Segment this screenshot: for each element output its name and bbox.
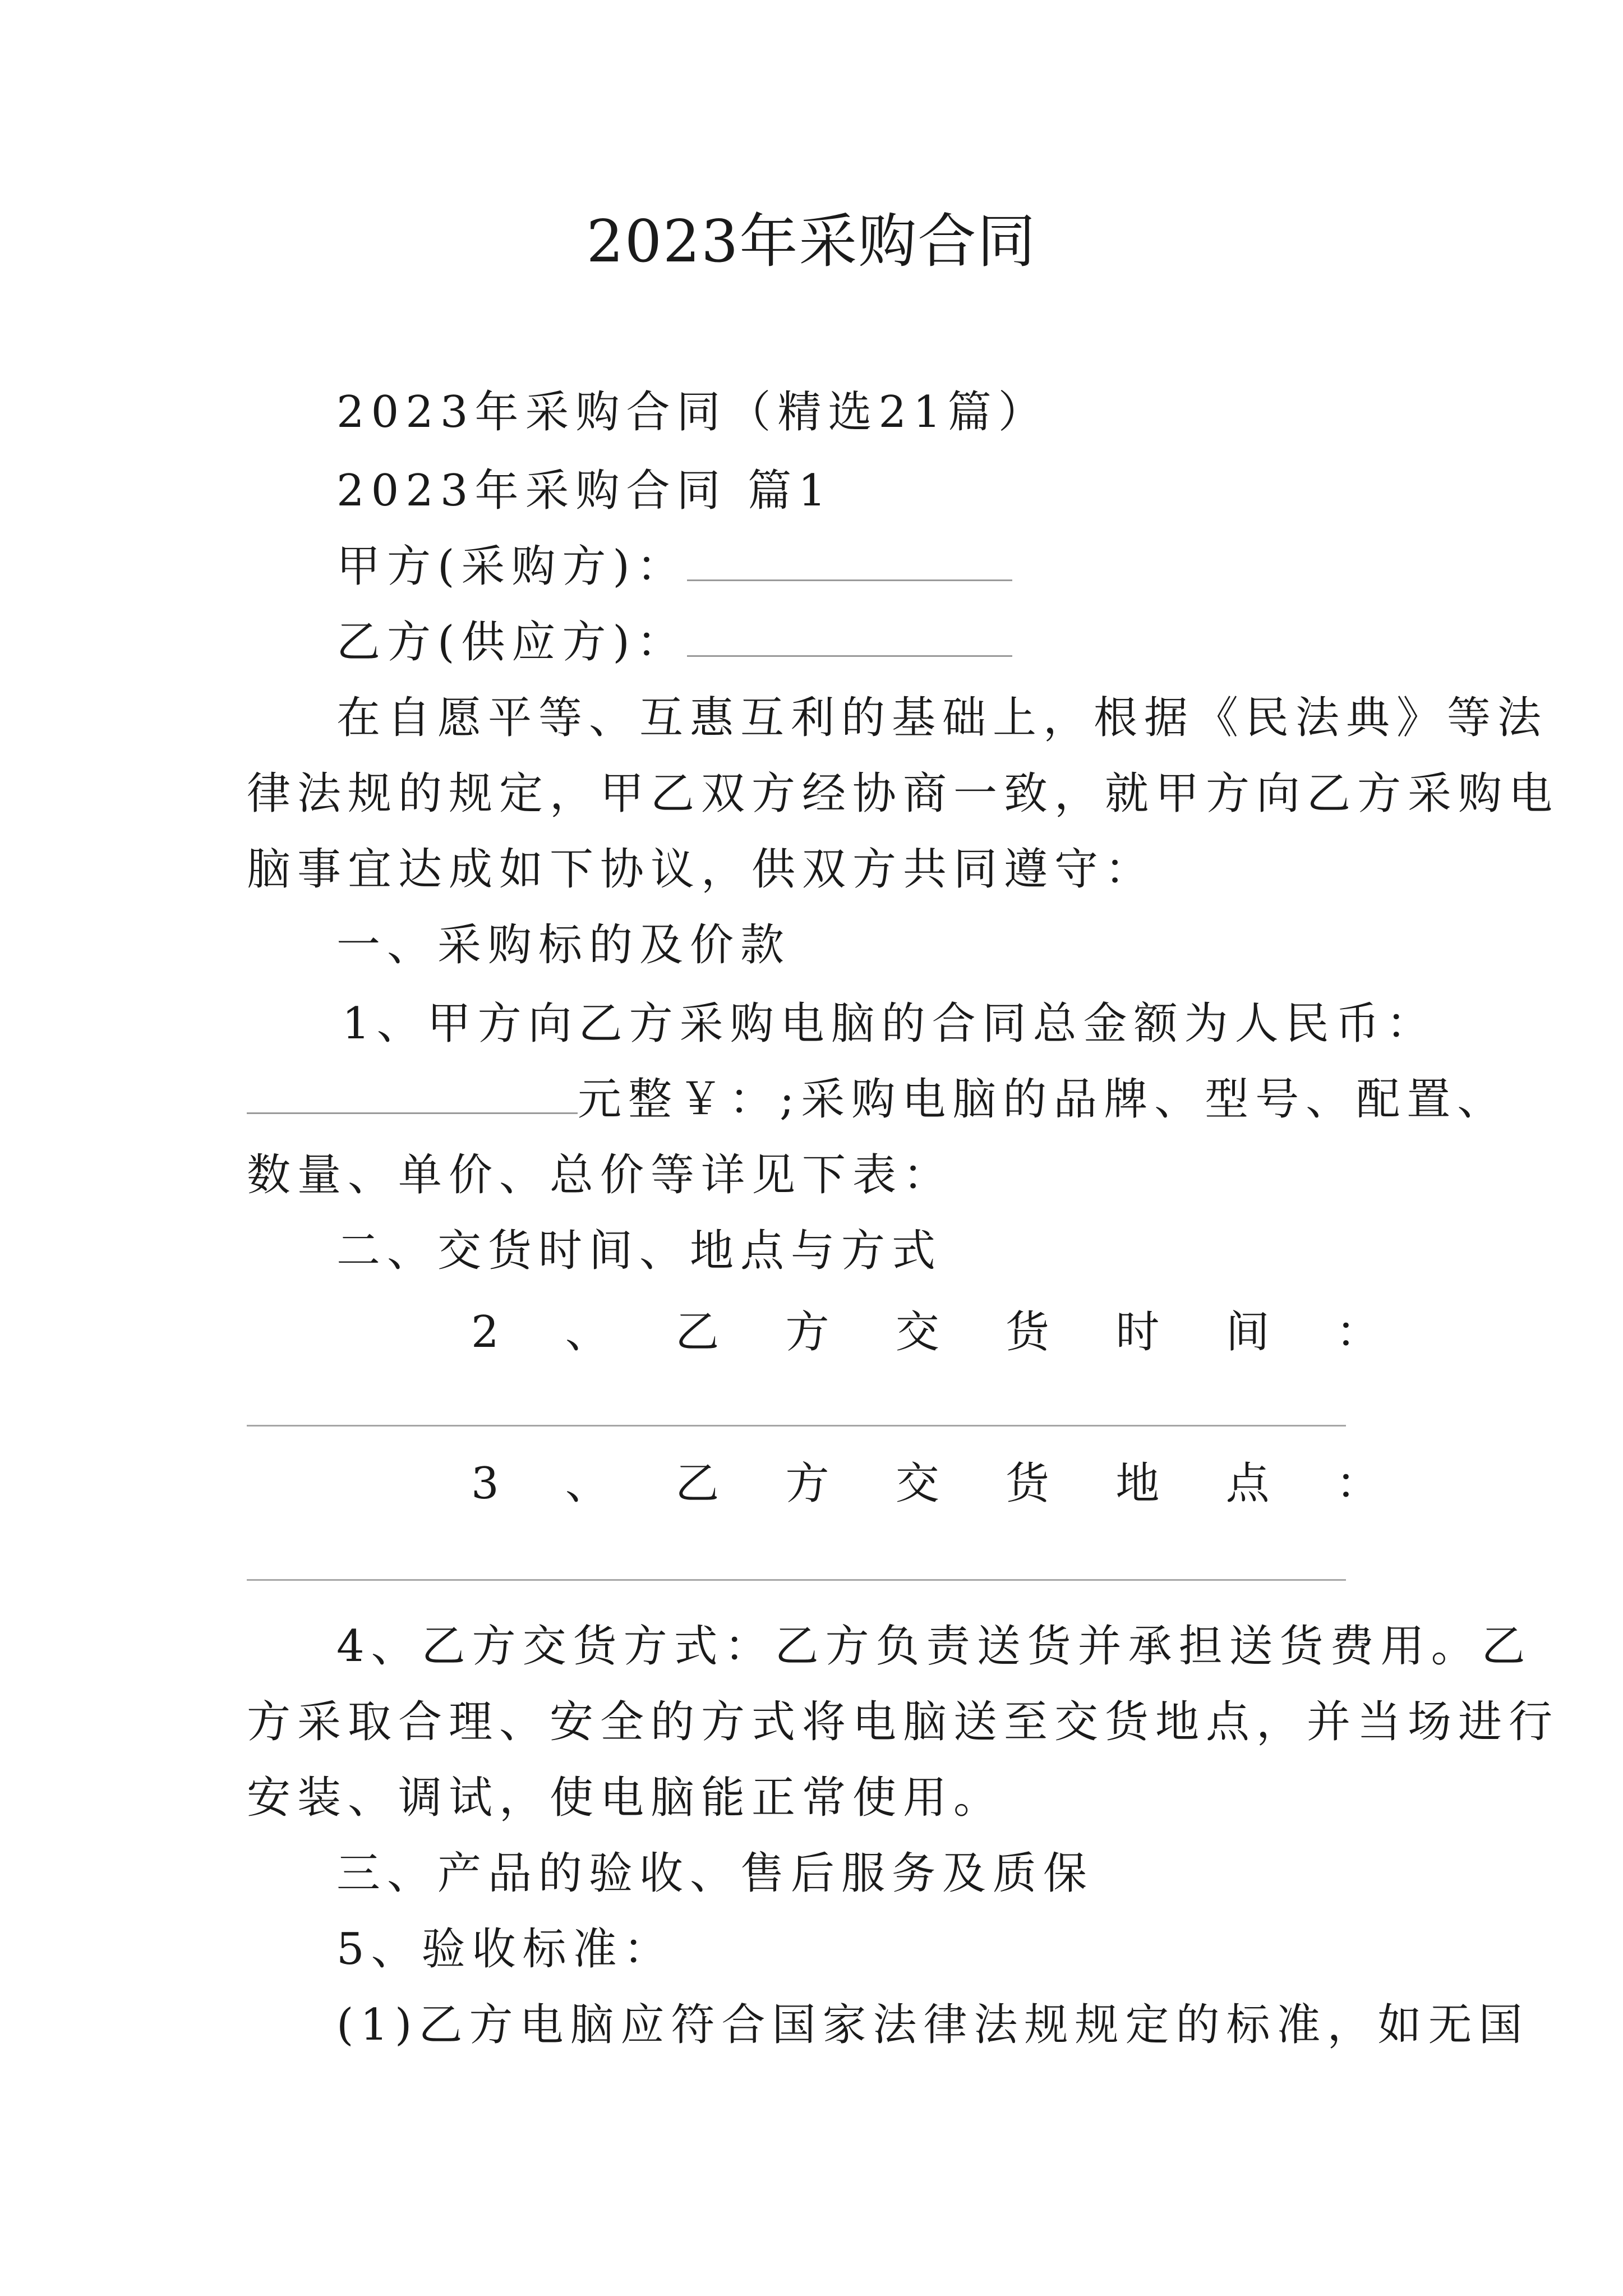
clause-3-char: 货: [1006, 1458, 1050, 1509]
party-b-blank: [687, 622, 1012, 657]
clause-2-char: ：: [1335, 1307, 1380, 1358]
clause-1-line-c: 数量、单价、总价等详见下表：: [247, 1150, 954, 1200]
clause-3-char: 点: [1225, 1458, 1270, 1509]
clause-2-char: 2: [471, 1307, 499, 1358]
clause-3-char: 3: [471, 1458, 499, 1509]
party-b-line: [336, 611, 1012, 673]
clause-5: 5、验收标准：: [336, 1924, 674, 1975]
clause-2-char: 方: [785, 1307, 829, 1358]
document-title: 2023年采购合同: [586, 207, 1037, 275]
clause-2-char: 乙: [675, 1307, 720, 1358]
party-a-label: 甲方(采购方)：: [336, 541, 687, 592]
intro-line-1: 在自愿平等、互惠互利的基础上，根据《民法典》等法: [336, 693, 1548, 743]
clause-3-char: 方: [785, 1458, 829, 1509]
clause-3-char: 地: [1115, 1458, 1160, 1509]
amount-blank: [247, 1079, 578, 1114]
clause-3-char: ：: [1335, 1458, 1380, 1509]
section-heading: 2023年采购合同 篇1: [336, 466, 833, 516]
clause-1-line-b: [247, 1069, 1507, 1130]
clause-3-char: 交: [895, 1458, 939, 1509]
heading-2: 二、交货时间、地点与方式: [336, 1226, 943, 1276]
clause-2-char: 、: [565, 1307, 609, 1358]
delivery-place-blank: [247, 1579, 1346, 1581]
clause-3-char: 乙: [675, 1458, 720, 1509]
clause-1-line-a: 1、甲方向乙方采购电脑的合同总金额为人民币：: [342, 999, 1437, 1049]
clause-2-line: [247, 1301, 1380, 1363]
clause-2-char: 间: [1225, 1307, 1270, 1358]
clause-4-line-b: 方采取合理、安全的方式将电脑送至交货地点，并当场进行: [247, 1697, 1560, 1747]
intro-line-2: 律法规的规定，甲乙双方经协商一致，就甲方向乙方采购电: [247, 769, 1560, 819]
clause-4-line-c: 安装、调试，使电脑能正常使用。: [247, 1773, 1004, 1823]
clause-3-char: 、: [565, 1458, 609, 1509]
party-a-line: [336, 536, 1012, 597]
subtitle: 2023年采购合同（精选21篇）: [336, 387, 1049, 438]
clause-2-char: 交: [895, 1307, 939, 1358]
delivery-time-blank: [247, 1425, 1346, 1427]
heading-3: 三、产品的验收、售后服务及质保: [336, 1848, 1094, 1899]
party-a-blank: [687, 546, 1012, 581]
party-b-label: 乙方(供应方)：: [336, 617, 687, 668]
clause-5-1: (1)乙方电脑应符合国家法律法规规定的标准，如无国: [336, 2000, 1529, 2050]
clause-4-line-a: 4、乙方交货方式：乙方负责送货并承担送货费用。乙: [336, 1621, 1532, 1672]
clause-1-line-b-text: 元整￥：;采购电脑的品牌、型号、配置、: [578, 1074, 1508, 1125]
clause-2-char: 时: [1115, 1307, 1160, 1358]
clause-3-line: [247, 1453, 1380, 1515]
clause-2-char: 货: [1006, 1307, 1050, 1358]
heading-1: 一、采购标的及价款: [336, 920, 791, 970]
intro-line-3: 脑事宜达成如下协议，供双方共同遵守：: [247, 844, 1156, 895]
